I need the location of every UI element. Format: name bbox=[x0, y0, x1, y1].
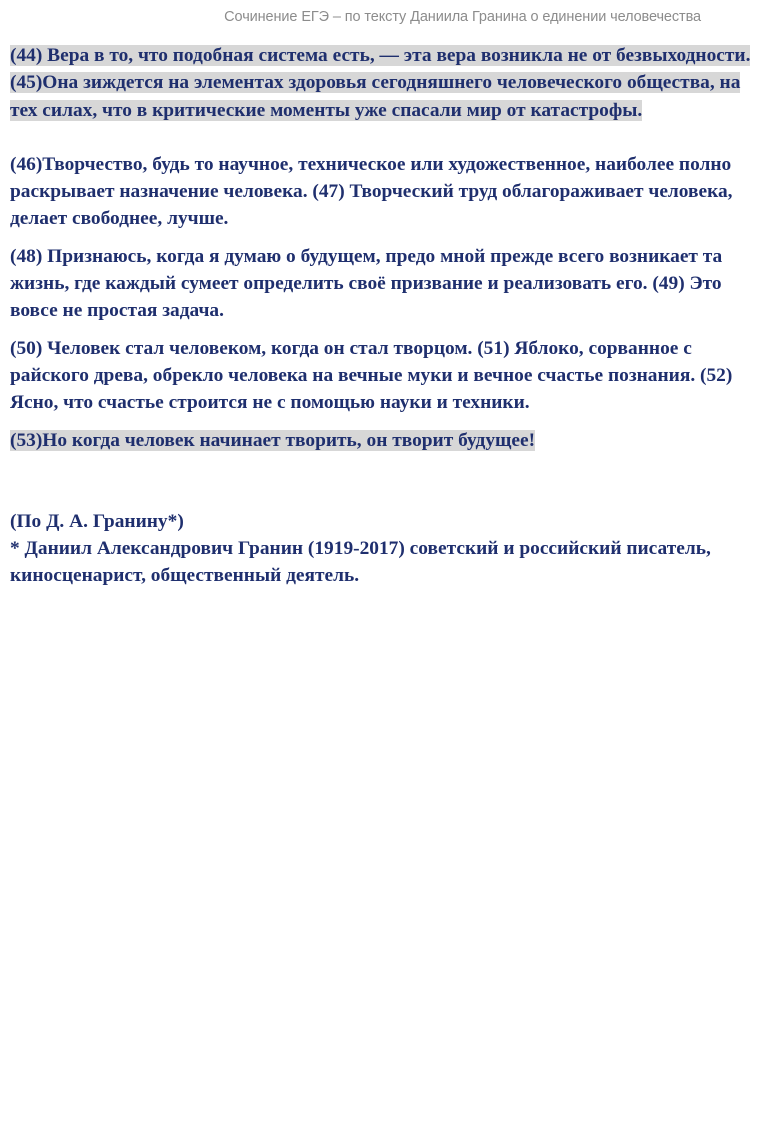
highlighted-text: (44) Вера в то, что подобная система есть, — эта вера возникла не от безвыходности. (45)Она зиждется на элементах здоровья сегодняшнего человеческого общества, на тех силах, что в критические моменты уже спасали мир от катастрофы. bbox=[10, 45, 751, 121]
paragraph-50-52: (50) Человек стал человеком, когда он стал творцом. (51) Яблоко, сорванное с райского древа, обрекло человека на вечные муки и вечное счастье познания. (52) Ясно, что счастье строится не с помощью науки и техники. bbox=[10, 337, 733, 414]
essay-text bbox=[10, 42, 758, 590]
author-footnote: * Даниил Александрович Гранин (1919-2017) советский и российский писатель, киносценарист, общественный деятель. bbox=[10, 538, 711, 587]
paragraph-46-47: (46)Творчество, будь то научное, техническое или художественное, наиболее полно раскрывает назначение человека. (47) Творческий труд облагораживает человека, делает свободнее, лучше. bbox=[10, 153, 733, 230]
source-attribution: (По Д. А. Гранину*) bbox=[10, 510, 184, 532]
spacer bbox=[10, 134, 758, 151]
paragraph-44-45 bbox=[10, 42, 758, 124]
spacer bbox=[10, 464, 758, 508]
page-header: Сочинение ЕГЭ – по тексту Даниила Гранина о единении человечества bbox=[224, 9, 701, 25]
paragraph-53 bbox=[10, 427, 758, 454]
paragraph-48-49: (48) Признаюсь, когда я думаю о будущем, предо мной прежде всего возникает та жизнь, где каждый сумеет определить своё призвание и реализовать его. (49) Это вовсе не простая задача. bbox=[10, 245, 723, 322]
highlighted-text: (53)Но когда человек начинает творить, он творит будущее! bbox=[10, 429, 536, 451]
